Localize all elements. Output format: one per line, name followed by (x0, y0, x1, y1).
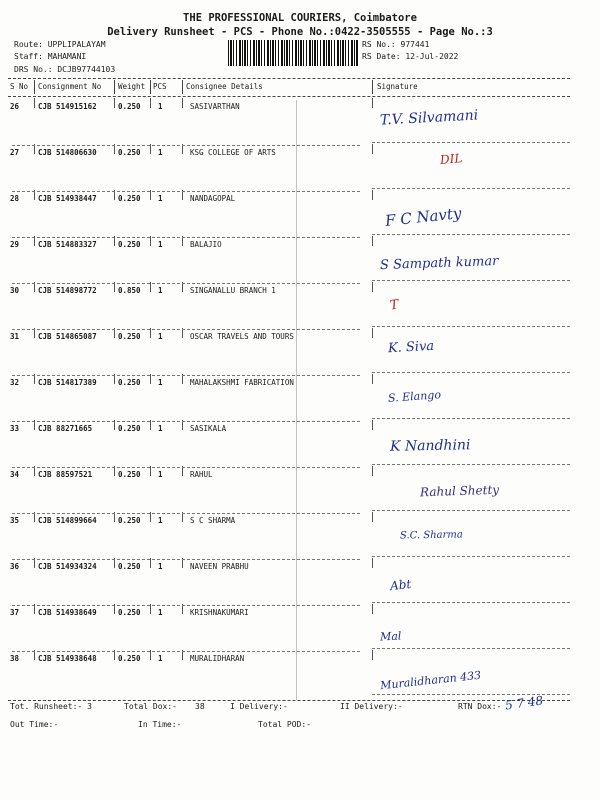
row-divider (12, 191, 360, 192)
cell-separator (182, 98, 183, 108)
signature-text: F C Navty (384, 204, 463, 230)
row-consignee: SINGANALLU BRANCH 1 (190, 286, 276, 295)
i-delivery-label: I Delivery:- (230, 702, 288, 711)
row-consignee: MURALIDHARAN (190, 654, 245, 663)
row-divider (12, 329, 360, 330)
row-consignee: KRISHNAKUMARI (190, 608, 249, 617)
row-sno: 31 (10, 332, 20, 341)
row-consignment-no: CJB 514915162 (38, 102, 97, 111)
signature-underline (372, 326, 570, 327)
row-sno: 27 (10, 148, 20, 157)
table-row (0, 516, 600, 562)
signature-text: Muralidharan 433 (379, 668, 482, 693)
signature-underline (372, 188, 570, 189)
signature-handwriting (380, 662, 580, 694)
col-sep (114, 80, 115, 94)
signature-underline (372, 372, 570, 373)
row-pcs: 1 (158, 516, 163, 525)
row-weight: 0.250 (118, 148, 141, 157)
row-pcs: 1 (158, 378, 163, 387)
row-consignment-no: CJB 514934324 (38, 562, 97, 571)
row-weight: 0.250 (118, 608, 141, 617)
row-divider (12, 421, 360, 422)
company-title: THE PROFESSIONAL COURIERS, Coimbatore (183, 12, 417, 24)
col-consignee: Consignee Details (186, 82, 263, 91)
row-sno: 29 (10, 240, 20, 249)
row-divider (12, 375, 360, 376)
row-sno: 26 (10, 102, 20, 111)
signature-text: T (388, 297, 400, 314)
row-pcs: 1 (158, 240, 163, 249)
row-consignment-no: CJB 514938447 (38, 194, 97, 203)
rtn-dox-value: 5 7 48 (504, 693, 544, 713)
signature-underline (372, 556, 570, 557)
row-consignee: OSCAR TRAVELS AND TOURS (190, 332, 294, 341)
row-sno: 34 (10, 470, 20, 479)
signature-handwriting (380, 294, 580, 326)
row-consignment-no: CJB 514938649 (38, 608, 97, 617)
signature-handwriting (380, 248, 580, 280)
row-sno: 37 (10, 608, 20, 617)
barcode-image (228, 40, 358, 66)
row-consignment-no: CJB 514817389 (38, 378, 97, 387)
row-weight: 0.250 (118, 194, 141, 203)
row-weight: 0.250 (118, 102, 141, 111)
row-consignee: SASIKALA (190, 424, 227, 433)
table-row (0, 102, 600, 148)
row-weight: 0.250 (118, 654, 141, 663)
row-consignment-no: CJB 88271665 (38, 424, 93, 433)
signature-handwriting (380, 386, 580, 418)
table-row (0, 654, 600, 700)
signature-underline (372, 602, 570, 603)
row-consignee: NAVEEN PRABHU (190, 562, 249, 571)
row-weight: 0.250 (118, 378, 141, 387)
col-sep (34, 80, 35, 94)
col-sep (372, 80, 373, 94)
cell-separator (372, 236, 373, 246)
row-consignment-no: CJB 514938648 (38, 654, 97, 663)
signature-underline (372, 464, 570, 465)
table-row (0, 194, 600, 240)
signature-text: T.V. Silvamani (379, 107, 479, 129)
row-sno: 38 (10, 654, 20, 663)
rtn-dox-label: RTN Dox:- (458, 702, 502, 711)
cell-separator (114, 98, 115, 108)
cell-separator (150, 98, 151, 108)
row-consignee: RAHUL (190, 470, 213, 479)
tot-runsheet: Tot. Runsheet:- 3 (10, 702, 92, 711)
row-pcs: 1 (158, 562, 163, 571)
signature-text: DIL (439, 151, 463, 167)
row-divider (12, 513, 360, 514)
table-row (0, 286, 600, 332)
total-dox-label: Total Dox:- (124, 702, 177, 711)
row-pcs: 1 (158, 194, 163, 203)
row-consignee: MAHALAKSHMI FABRICATION (190, 378, 294, 387)
signature-underline (372, 280, 570, 281)
signature-handwriting (379, 107, 580, 142)
signature-handwriting (380, 570, 580, 602)
cell-separator (372, 190, 373, 200)
signature-text: K. Siva (387, 338, 435, 357)
row-divider (12, 283, 360, 284)
row-weight: 0.250 (118, 240, 141, 249)
col-weight: Weight (118, 82, 146, 91)
col-consignment: Consignment No (38, 82, 102, 91)
col-sep (182, 80, 183, 94)
row-pcs: 1 (158, 286, 163, 295)
row-sno: 36 (10, 562, 20, 571)
signature-underline (372, 510, 570, 511)
signature-text: S Sampath kumar (379, 253, 499, 274)
row-divider (12, 559, 360, 560)
row-pcs: 1 (158, 608, 163, 617)
table-row (0, 378, 600, 424)
row-divider (12, 237, 360, 238)
col-pcs: PCS (153, 82, 167, 91)
row-pcs: 1 (158, 470, 163, 479)
runsheet-title: Delivery Runsheet - PCS - Phone No.:0422-3505555 - Page No.:3 (107, 26, 493, 38)
header-bottom-rule (8, 96, 570, 97)
table-row (0, 148, 600, 194)
col-sno: S No (10, 82, 29, 91)
row-consignment-no: CJB 88597521 (38, 470, 93, 479)
row-pcs: 1 (158, 654, 163, 663)
signature-underline (372, 234, 570, 235)
row-weight: 0.250 (118, 516, 141, 525)
signature-handwriting (380, 524, 580, 556)
signature-handwriting (380, 202, 580, 234)
route-label: Route: UPPLIPALAYAM (14, 40, 106, 49)
row-weight: 0.250 (118, 424, 141, 433)
col-signature: Signature (377, 82, 418, 91)
row-consignment-no: CJB 514806630 (38, 148, 97, 157)
row-pcs: 1 (158, 102, 163, 111)
signature-handwriting (380, 432, 580, 464)
row-consignee: S C SHARMA (190, 516, 236, 525)
table-bottom-rule (8, 700, 570, 701)
row-consignment-no: CJB 514899664 (38, 516, 97, 525)
signature-text: Abt (389, 576, 412, 594)
signature-text: K Nandhini (389, 437, 471, 455)
rs-number: RS No.: 977441 (362, 40, 430, 49)
row-pcs: 1 (158, 424, 163, 433)
row-divider (12, 651, 360, 652)
row-weight: 0.250 (118, 470, 141, 479)
cell-separator (372, 374, 373, 384)
cell-separator (372, 328, 373, 338)
signature-text: Mal (379, 629, 402, 644)
row-consignment-no: CJB 514865087 (38, 332, 97, 341)
cell-separator (372, 98, 373, 108)
cell-separator (372, 512, 373, 522)
cell-separator (372, 466, 373, 476)
total-dox-value: 38 (195, 702, 205, 711)
row-sno: 35 (10, 516, 20, 525)
table-row (0, 562, 600, 608)
table-row (0, 332, 600, 378)
rs-date: RS Date: 12-Jul-2022 (362, 52, 459, 61)
row-weight: 0.250 (118, 562, 141, 571)
row-divider (12, 467, 360, 468)
row-sno: 30 (10, 286, 20, 295)
cell-separator (372, 420, 373, 430)
out-time-label: Out Time:- (10, 720, 59, 729)
staff-label: Staff: MAHAMANI (14, 52, 87, 61)
cell-separator (372, 558, 373, 568)
cell-separator (372, 650, 373, 660)
row-pcs: 1 (158, 332, 163, 341)
row-consignee: KSG COLLEGE OF ARTS (190, 148, 276, 157)
row-consignee: SASIVARTHAN (190, 102, 240, 111)
row-weight: 0.850 (118, 286, 141, 295)
header-top-rule (8, 78, 570, 79)
table-row (0, 470, 600, 516)
row-consignment-no: CJB 514883327 (38, 240, 97, 249)
signature-handwriting (380, 616, 580, 648)
signature-text: S.C. Sharma (399, 529, 463, 542)
signature-handwriting (380, 478, 580, 510)
signature-underline (372, 142, 570, 143)
table-row (0, 608, 600, 654)
table-row (0, 240, 600, 286)
col-sep (150, 80, 151, 94)
row-sno: 32 (10, 378, 20, 387)
row-divider (12, 145, 360, 146)
signature-underline (372, 418, 570, 419)
row-consignee: BALAJIO (190, 240, 222, 249)
in-time-label: In Time:- (138, 720, 182, 729)
row-consignee: NANDAGOPAL (190, 194, 236, 203)
cell-separator (34, 98, 35, 108)
row-sno: 28 (10, 194, 20, 203)
signature-text: S. Elango (387, 388, 442, 405)
signature-text: Rahul Shetty (419, 482, 500, 500)
row-divider (12, 605, 360, 606)
cell-separator (372, 144, 373, 154)
cell-separator (372, 604, 373, 614)
row-sno: 33 (10, 424, 20, 433)
row-pcs: 1 (158, 148, 163, 157)
ii-delivery-label: II Delivery:- (340, 702, 403, 711)
table-row (0, 424, 600, 470)
total-pod-label: Total POD:- (258, 720, 311, 729)
drs-label: DRS No.: DCJB97744103 (14, 65, 116, 74)
row-consignment-no: CJB 514898772 (38, 286, 97, 295)
signature-handwriting (380, 340, 580, 372)
cell-separator (372, 282, 373, 292)
signature-underline (372, 648, 570, 649)
row-weight: 0.250 (118, 332, 141, 341)
signature-handwriting (380, 151, 580, 188)
